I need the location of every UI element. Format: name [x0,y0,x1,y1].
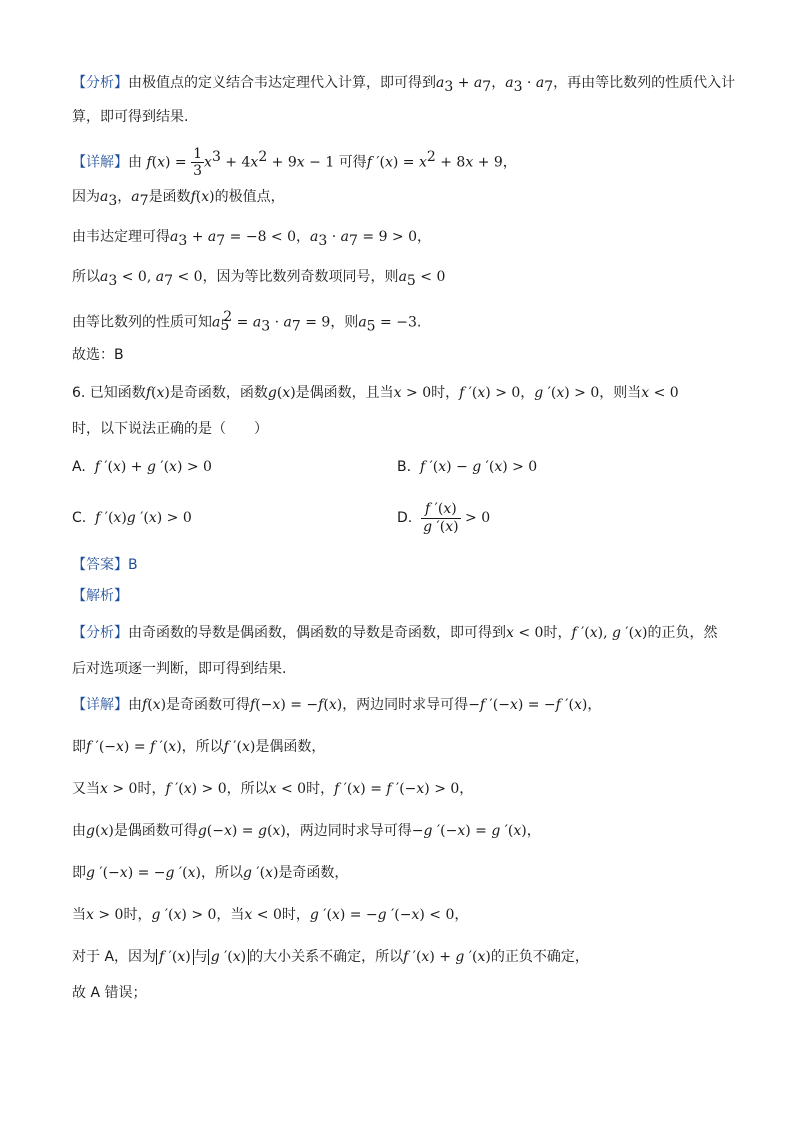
analysis-tag: 【分析】 [72,75,128,91]
analysis2-line-1: 【分析】由奇函数的导数是偶函数，偶函数的导数是奇函数，即可得到x < 0时，f ′(x), g ′(x)的正负，然 [72,625,718,641]
analysis-line-1: 【分析】由极值点的定义结合韦达定理代入计算，即可得到$a_3 + a_7$，$a_3 \cdot a_7$，再由等比数列的性质代入计 [72,75,736,95]
analysis-line-2: 算，即可得到结果. [72,109,189,125]
detail-tag: 【详解】 [72,154,128,171]
detail2-line-6: 当x > 0时，g ′(x) > 0，当x < 0时，g ′(x) = −g ′(−x) < 0， [72,907,469,923]
option-c: C. f ′(x)g ′(x) > 0 [72,510,192,526]
answer-tag: 【答案】B [72,557,138,573]
option-a: A. f ′(x) + g ′(x) > 0 [72,459,212,475]
answer-choice-line: 故选：B [72,347,124,363]
question-6-line-1: 6. 已知函数f(x)是奇函数，函数g(x)是偶函数，且当x > 0时，f ′(x) > 0，g ′(x) > 0，则当x < 0 [72,385,679,401]
detail-line-3: 由韦达定理可得$a_3 + a_7 = -8 < 0$，$a_3 \cdot a_7 = 9 > 0$， [72,229,432,249]
option-d: D. $\frac{f '(x)}{g '(x)}$ > 0 [397,501,491,535]
detail2-line-7: 对于 A，因为 f ′(x) 与 g ′(x) 的大小关系不确定，所以f ′(x) + g ′(x)的正负不确定， [72,949,589,965]
option-b: B. f ′(x) − g ′(x) > 0 [397,459,538,475]
detail2-line-2: 即f ′(−x) = f ′(x)，所以f ′(x)是偶函数， [72,739,326,755]
detail2-line-5: 即g ′(−x) = −g ′(x)，所以g ′(x)是奇函数， [72,865,349,881]
detail2-line-4: 由g(x)是偶函数可得g(−x) = g(x)，两边同时求导可得−g ′(−x) = g ′(x)， [72,823,541,839]
detail-line-1: 【详解】由 f(x) = $\frac{1}{3}$ $x^3 + 4x^2 + 9x - 1$ 可得f $'(x) = x^2 + 8x + 9$， [72,146,517,180]
question-6-line-2: 时，以下说法正确的是（ ） [72,421,268,437]
detail2-line-8: 故 A 错误； [72,985,147,1001]
solution-tag: 【解析】 [72,588,128,604]
detail2-line-3: 又当x > 0时，f ′(x) > 0，所以x < 0时，f ′(x) = f ′(−x) > 0， [72,781,474,797]
analysis2-line-2: 后对选项逐一判断，即可得到结果. [72,661,287,677]
detail-line-5: 由等比数列的性质可知$a_5^2 = a_3 \cdot a_7 = 9$，则$a_5 = -3$. [72,309,422,335]
detail2-line-1: 【详解】由f(x)是奇函数可得f(−x) = −f(x)，两边同时求导可得−f ′(−x) = −f ′(x)， [72,697,602,713]
detail-line-4: 所以$a_3 < 0$, $a_7 < 0$，因为等比数列奇数项同号，则$a_5 < 0$ [72,269,446,289]
detail-line-2: 因为$a_3$，$a_7$是函数f(x)的极值点， [72,189,285,209]
